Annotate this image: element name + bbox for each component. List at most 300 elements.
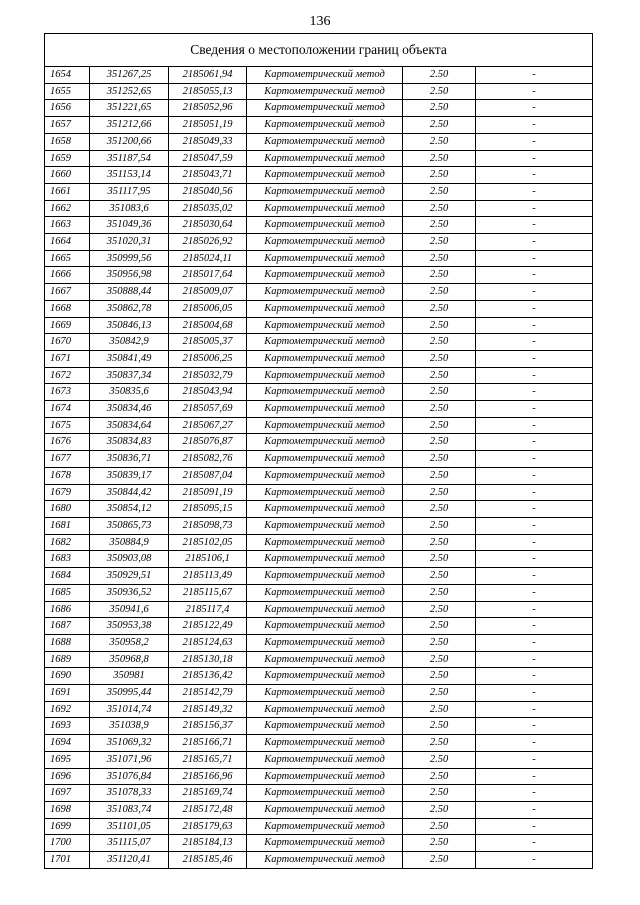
description-cell: - [476,300,593,317]
point-number-cell: 1698 [45,801,90,818]
x-coordinate-cell: 351020,31 [90,234,169,251]
table-row [45,751,593,768]
accuracy-cell: 2.50 [403,300,476,317]
accuracy-cell: 2.50 [403,401,476,418]
accuracy-cell: 2.50 [403,451,476,468]
point-number-cell: 1694 [45,735,90,752]
description-cell: - [476,133,593,150]
accuracy-cell: 2.50 [403,551,476,568]
point-number-cell: 1685 [45,584,90,601]
table-row [45,735,593,752]
description-cell: - [476,634,593,651]
table-row [45,317,593,334]
method-cell: Картометрический метод [247,785,403,802]
x-coordinate-cell: 350834,64 [90,417,169,434]
accuracy-cell: 2.50 [403,835,476,852]
y-coordinate-cell: 2185005,37 [169,334,247,351]
description-cell: - [476,668,593,685]
point-number-cell: 1695 [45,751,90,768]
boundary-table [44,33,593,869]
description-cell: - [476,384,593,401]
method-cell: Картометрический метод [247,668,403,685]
method-cell: Картометрический метод [247,484,403,501]
accuracy-cell: 2.50 [403,334,476,351]
y-coordinate-cell: 2185149,32 [169,701,247,718]
point-number-cell: 1673 [45,384,90,401]
accuracy-cell: 2.50 [403,718,476,735]
x-coordinate-cell: 350953,38 [90,618,169,635]
y-coordinate-cell: 2185102,05 [169,534,247,551]
table-body [45,34,593,869]
x-coordinate-cell: 351252,65 [90,83,169,100]
method-cell: Картометрический метод [247,434,403,451]
point-number-cell: 1683 [45,551,90,568]
y-coordinate-cell: 2185076,87 [169,434,247,451]
y-coordinate-cell: 2185009,07 [169,284,247,301]
point-number-cell: 1699 [45,818,90,835]
y-coordinate-cell: 2185055,13 [169,83,247,100]
table-row [45,167,593,184]
accuracy-cell: 2.50 [403,517,476,534]
table-row [45,534,593,551]
x-coordinate-cell: 350839,17 [90,467,169,484]
accuracy-cell: 2.50 [403,183,476,200]
x-coordinate-cell: 351076,84 [90,768,169,785]
y-coordinate-cell: 2185095,15 [169,501,247,518]
description-cell: - [476,217,593,234]
method-cell: Картометрический метод [247,568,403,585]
accuracy-cell: 2.50 [403,217,476,234]
description-cell: - [476,835,593,852]
point-number-cell: 1665 [45,250,90,267]
table-row [45,651,593,668]
y-coordinate-cell: 2185136,42 [169,668,247,685]
x-coordinate-cell: 351267,25 [90,67,169,84]
x-coordinate-cell: 351083,74 [90,801,169,818]
method-cell: Картометрический метод [247,83,403,100]
description-cell: - [476,751,593,768]
y-coordinate-cell: 2185082,76 [169,451,247,468]
table-row [45,117,593,134]
y-coordinate-cell: 2185026,92 [169,234,247,251]
table-row [45,334,593,351]
method-cell: Картометрический метод [247,451,403,468]
description-cell: - [476,367,593,384]
page-number: 136 [309,14,331,29]
point-number-cell: 1663 [45,217,90,234]
table-row [45,718,593,735]
y-coordinate-cell: 2185130,18 [169,651,247,668]
x-coordinate-cell: 350888,44 [90,284,169,301]
table-row [45,267,593,284]
point-number-cell: 1700 [45,835,90,852]
description-cell: - [476,350,593,367]
method-cell: Картометрический метод [247,852,403,869]
table-row [45,818,593,835]
y-coordinate-cell: 2185067,27 [169,417,247,434]
point-number-cell: 1692 [45,701,90,718]
method-cell: Картометрический метод [247,67,403,84]
table-row [45,150,593,167]
accuracy-cell: 2.50 [403,601,476,618]
x-coordinate-cell: 350958,2 [90,634,169,651]
x-coordinate-cell: 350841,49 [90,350,169,367]
description-cell: - [476,517,593,534]
accuracy-cell: 2.50 [403,751,476,768]
point-number-cell: 1679 [45,484,90,501]
y-coordinate-cell: 2185006,25 [169,350,247,367]
x-coordinate-cell: 350936,52 [90,584,169,601]
table-row [45,217,593,234]
y-coordinate-cell: 2185142,79 [169,685,247,702]
y-coordinate-cell: 2185030,64 [169,217,247,234]
accuracy-cell: 2.50 [403,501,476,518]
y-coordinate-cell: 2185040,56 [169,183,247,200]
y-coordinate-cell: 2185017,64 [169,267,247,284]
description-cell: - [476,401,593,418]
method-cell: Картометрический метод [247,350,403,367]
table-title-row [45,34,593,67]
table-row [45,668,593,685]
point-number-cell: 1671 [45,350,90,367]
x-coordinate-cell: 351200,66 [90,133,169,150]
x-coordinate-cell: 351071,96 [90,751,169,768]
point-number-cell: 1701 [45,852,90,869]
x-coordinate-cell: 350941,6 [90,601,169,618]
description-cell: - [476,100,593,117]
description-cell: - [476,334,593,351]
point-number-cell: 1693 [45,718,90,735]
accuracy-cell: 2.50 [403,818,476,835]
accuracy-cell: 2.50 [403,167,476,184]
point-number-cell: 1669 [45,317,90,334]
accuracy-cell: 2.50 [403,317,476,334]
y-coordinate-cell: 2185179,63 [169,818,247,835]
x-coordinate-cell: 350834,46 [90,401,169,418]
method-cell: Картометрический метод [247,735,403,752]
y-coordinate-cell: 2185057,69 [169,401,247,418]
y-coordinate-cell: 2185047,59 [169,150,247,167]
accuracy-cell: 2.50 [403,100,476,117]
method-cell: Картометрический метод [247,133,403,150]
table-row [45,83,593,100]
y-coordinate-cell: 2185172,48 [169,801,247,818]
method-cell: Картометрический метод [247,768,403,785]
y-coordinate-cell: 2185051,19 [169,117,247,134]
x-coordinate-cell: 350865,73 [90,517,169,534]
description-cell: - [476,584,593,601]
description-cell: - [476,484,593,501]
accuracy-cell: 2.50 [403,568,476,585]
y-coordinate-cell: 2185166,71 [169,735,247,752]
accuracy-cell: 2.50 [403,150,476,167]
point-number-cell: 1677 [45,451,90,468]
description-cell: - [476,117,593,134]
accuracy-cell: 2.50 [403,284,476,301]
description-cell: - [476,451,593,468]
method-cell: Картометрический метод [247,234,403,251]
x-coordinate-cell: 350846,13 [90,317,169,334]
point-number-cell: 1657 [45,117,90,134]
method-cell: Картометрический метод [247,217,403,234]
description-cell: - [476,785,593,802]
point-number-cell: 1658 [45,133,90,150]
x-coordinate-cell: 351038,9 [90,718,169,735]
point-number-cell: 1660 [45,167,90,184]
table-row [45,350,593,367]
point-number-cell: 1675 [45,417,90,434]
method-cell: Картометрический метод [247,117,403,134]
description-cell: - [476,200,593,217]
table-row [45,284,593,301]
accuracy-cell: 2.50 [403,117,476,134]
y-coordinate-cell: 2185113,49 [169,568,247,585]
y-coordinate-cell: 2185024,11 [169,250,247,267]
method-cell: Картометрический метод [247,150,403,167]
method-cell: Картометрический метод [247,317,403,334]
point-number-cell: 1668 [45,300,90,317]
method-cell: Картометрический метод [247,618,403,635]
x-coordinate-cell: 350999,56 [90,250,169,267]
method-cell: Картометрический метод [247,467,403,484]
table-row [45,434,593,451]
method-cell: Картометрический метод [247,267,403,284]
x-coordinate-cell: 351014,74 [90,701,169,718]
table-row [45,133,593,150]
table-row [45,417,593,434]
description-cell: - [476,618,593,635]
y-coordinate-cell: 2185061,94 [169,67,247,84]
x-coordinate-cell: 351115,07 [90,835,169,852]
description-cell: - [476,534,593,551]
method-cell: Картометрический метод [247,384,403,401]
description-cell: - [476,417,593,434]
accuracy-cell: 2.50 [403,685,476,702]
method-cell: Картометрический метод [247,417,403,434]
method-cell: Картометрический метод [247,685,403,702]
accuracy-cell: 2.50 [403,234,476,251]
method-cell: Картометрический метод [247,250,403,267]
y-coordinate-cell: 2185166,96 [169,768,247,785]
point-number-cell: 1654 [45,67,90,84]
point-number-cell: 1680 [45,501,90,518]
method-cell: Картометрический метод [247,801,403,818]
accuracy-cell: 2.50 [403,768,476,785]
point-number-cell: 1687 [45,618,90,635]
method-cell: Картометрический метод [247,501,403,518]
description-cell: - [476,852,593,869]
y-coordinate-cell: 2185106,1 [169,551,247,568]
description-cell: - [476,701,593,718]
table-row [45,234,593,251]
accuracy-cell: 2.50 [403,735,476,752]
description-cell: - [476,685,593,702]
method-cell: Картометрический метод [247,751,403,768]
description-cell: - [476,818,593,835]
point-number-cell: 1661 [45,183,90,200]
description-cell: - [476,718,593,735]
description-cell: - [476,234,593,251]
point-number-cell: 1697 [45,785,90,802]
method-cell: Картометрический метод [247,300,403,317]
y-coordinate-cell: 2185169,74 [169,785,247,802]
description-cell: - [476,250,593,267]
description-cell: - [476,601,593,618]
point-number-cell: 1681 [45,517,90,534]
point-number-cell: 1662 [45,200,90,217]
table-row [45,384,593,401]
x-coordinate-cell: 351117,95 [90,183,169,200]
x-coordinate-cell: 350837,34 [90,367,169,384]
accuracy-cell: 2.50 [403,350,476,367]
y-coordinate-cell: 2185185,46 [169,852,247,869]
accuracy-cell: 2.50 [403,484,476,501]
accuracy-cell: 2.50 [403,634,476,651]
method-cell: Картометрический метод [247,718,403,735]
description-cell: - [476,434,593,451]
table-row [45,501,593,518]
accuracy-cell: 2.50 [403,785,476,802]
accuracy-cell: 2.50 [403,852,476,869]
table-row [45,685,593,702]
method-cell: Картометрический метод [247,534,403,551]
y-coordinate-cell: 2185115,67 [169,584,247,601]
point-number-cell: 1664 [45,234,90,251]
accuracy-cell: 2.50 [403,467,476,484]
method-cell: Картометрический метод [247,100,403,117]
accuracy-cell: 2.50 [403,801,476,818]
table-row [45,584,593,601]
table-row [45,634,593,651]
x-coordinate-cell: 350854,12 [90,501,169,518]
x-coordinate-cell: 350844,42 [90,484,169,501]
table-row [45,835,593,852]
x-coordinate-cell: 350836,71 [90,451,169,468]
accuracy-cell: 2.50 [403,651,476,668]
method-cell: Картометрический метод [247,651,403,668]
x-coordinate-cell: 350995,44 [90,685,169,702]
table-row [45,568,593,585]
x-coordinate-cell: 351187,54 [90,150,169,167]
point-number-cell: 1666 [45,267,90,284]
x-coordinate-cell: 351069,32 [90,735,169,752]
x-coordinate-cell: 351101,05 [90,818,169,835]
point-number-cell: 1682 [45,534,90,551]
description-cell: - [476,568,593,585]
x-coordinate-cell: 350968,8 [90,651,169,668]
x-coordinate-cell: 350862,78 [90,300,169,317]
point-number-cell: 1672 [45,367,90,384]
description-cell: - [476,67,593,84]
accuracy-cell: 2.50 [403,434,476,451]
point-number-cell: 1655 [45,83,90,100]
description-cell: - [476,501,593,518]
x-coordinate-cell: 350835,6 [90,384,169,401]
description-cell: - [476,768,593,785]
method-cell: Картометрический метод [247,835,403,852]
method-cell: Картометрический метод [247,367,403,384]
x-coordinate-cell: 351212,66 [90,117,169,134]
description-cell: - [476,735,593,752]
table-row [45,300,593,317]
table-row [45,852,593,869]
point-number-cell: 1676 [45,434,90,451]
table-row [45,601,593,618]
point-number-cell: 1667 [45,284,90,301]
accuracy-cell: 2.50 [403,618,476,635]
accuracy-cell: 2.50 [403,367,476,384]
point-number-cell: 1674 [45,401,90,418]
table-row [45,100,593,117]
description-cell: - [476,267,593,284]
y-coordinate-cell: 2185006,05 [169,300,247,317]
point-number-cell: 1678 [45,467,90,484]
method-cell: Картометрический метод [247,334,403,351]
table-row [45,484,593,501]
point-number-cell: 1670 [45,334,90,351]
accuracy-cell: 2.50 [403,701,476,718]
x-coordinate-cell: 350834,83 [90,434,169,451]
method-cell: Картометрический метод [247,551,403,568]
point-number-cell: 1659 [45,150,90,167]
y-coordinate-cell: 2185087,04 [169,467,247,484]
x-coordinate-cell: 350956,98 [90,267,169,284]
method-cell: Картометрический метод [247,284,403,301]
table-row [45,200,593,217]
y-coordinate-cell: 2185032,79 [169,367,247,384]
point-number-cell: 1690 [45,668,90,685]
accuracy-cell: 2.50 [403,67,476,84]
y-coordinate-cell: 2185049,33 [169,133,247,150]
point-number-cell: 1696 [45,768,90,785]
point-number-cell: 1689 [45,651,90,668]
method-cell: Картометрический метод [247,701,403,718]
y-coordinate-cell: 2185165,71 [169,751,247,768]
y-coordinate-cell: 2185052,96 [169,100,247,117]
table-row [45,250,593,267]
y-coordinate-cell: 2185098,73 [169,517,247,534]
method-cell: Картометрический метод [247,517,403,534]
method-cell: Картометрический метод [247,167,403,184]
description-cell: - [476,467,593,484]
description-cell: - [476,183,593,200]
method-cell: Картометрический метод [247,183,403,200]
description-cell: - [476,150,593,167]
x-coordinate-cell: 350884,9 [90,534,169,551]
method-cell: Картометрический метод [247,634,403,651]
description-cell: - [476,551,593,568]
table-row [45,517,593,534]
accuracy-cell: 2.50 [403,267,476,284]
accuracy-cell: 2.50 [403,534,476,551]
x-coordinate-cell: 350903,08 [90,551,169,568]
x-coordinate-cell: 351221,65 [90,100,169,117]
y-coordinate-cell: 2185156,37 [169,718,247,735]
y-coordinate-cell: 2185091,19 [169,484,247,501]
description-cell: - [476,801,593,818]
accuracy-cell: 2.50 [403,200,476,217]
y-coordinate-cell: 2185043,71 [169,167,247,184]
table-row [45,801,593,818]
x-coordinate-cell: 350929,51 [90,568,169,585]
table-row [45,183,593,200]
y-coordinate-cell: 2185004,68 [169,317,247,334]
method-cell: Картометрический метод [247,601,403,618]
x-coordinate-cell: 351120,41 [90,852,169,869]
y-coordinate-cell: 2185122,49 [169,618,247,635]
method-cell: Картометрический метод [247,401,403,418]
y-coordinate-cell: 2185043,94 [169,384,247,401]
